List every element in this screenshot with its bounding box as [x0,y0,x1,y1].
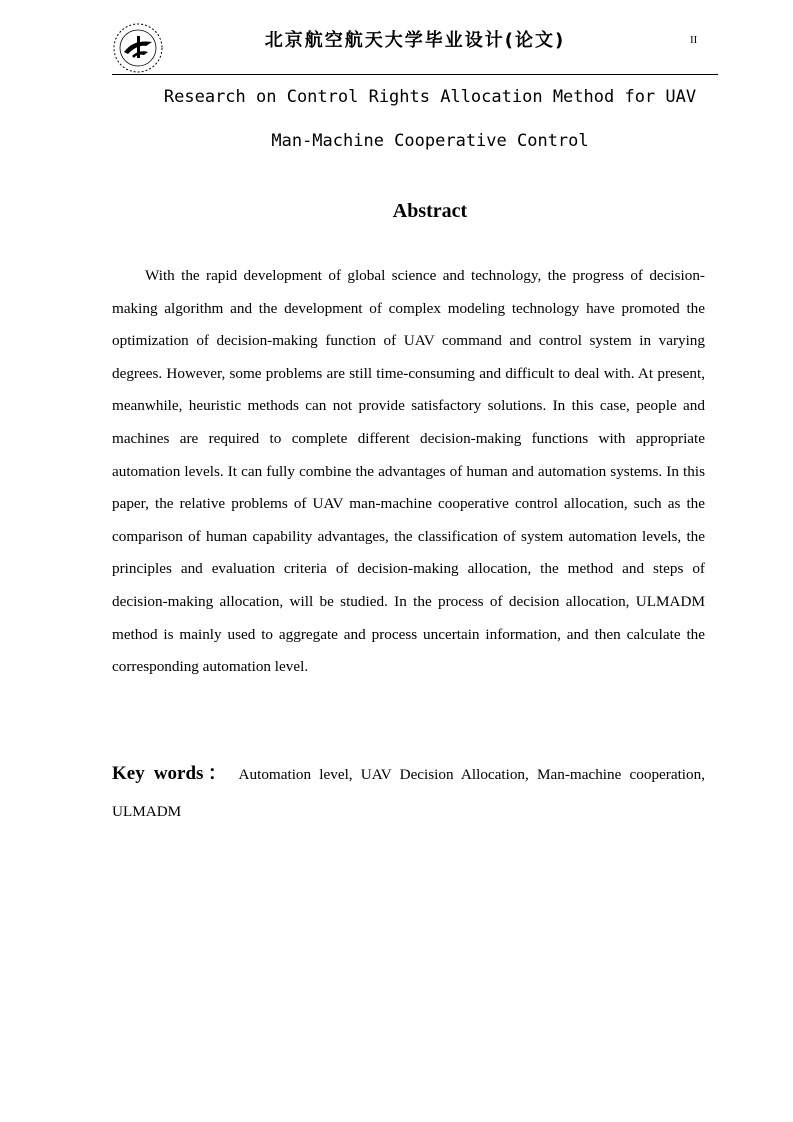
paper-title-line-1: Research on Control Rights Allocation Method for UAV [163,87,697,107]
abstract-text: With the rapid development of global science and technology, the progress of decision-making algorithm and the development of complex modeling technology have promoted the optimization of decision-making function of UAV command and control system in varying degrees. However, some problems are still time-consuming and difficult to deal with. At present, meanwhile, heuristic methods can not provide satisfactory solutions. In this case, people and machines are required to complete different decision-making functions with appropriate automation levels. It can fully combine the advantages of human and automation systems. In this paper, the relative problems of UAV man-machine cooperative control allocation, such as the comparison of human capability advantages, the classification of system automation levels, the principles and evaluation criteria of decision-making allocation, the method and steps of decision-making allocation, will be studied. In the process of decision allocation, ULMADM method is mainly used to aggregate and process uncertain information, and then calculate the corresponding automation level. [112,267,705,676]
page-number: II [690,34,698,46]
university-seal-icon [112,22,164,74]
abstract-heading: Abstract [392,200,468,222]
paper-title-line-2: Man-Machine Cooperative Control [271,131,589,151]
keywords-text: Automation level, UAV Decision Allocation, Man-machine cooperation, ULMADM [112,766,705,820]
keywords-label: Key words： [112,763,232,784]
header-title: 北京航空航天大学毕业设计(论文) [264,30,566,51]
header-divider [112,74,718,75]
keywords-paragraph [112,755,705,830]
